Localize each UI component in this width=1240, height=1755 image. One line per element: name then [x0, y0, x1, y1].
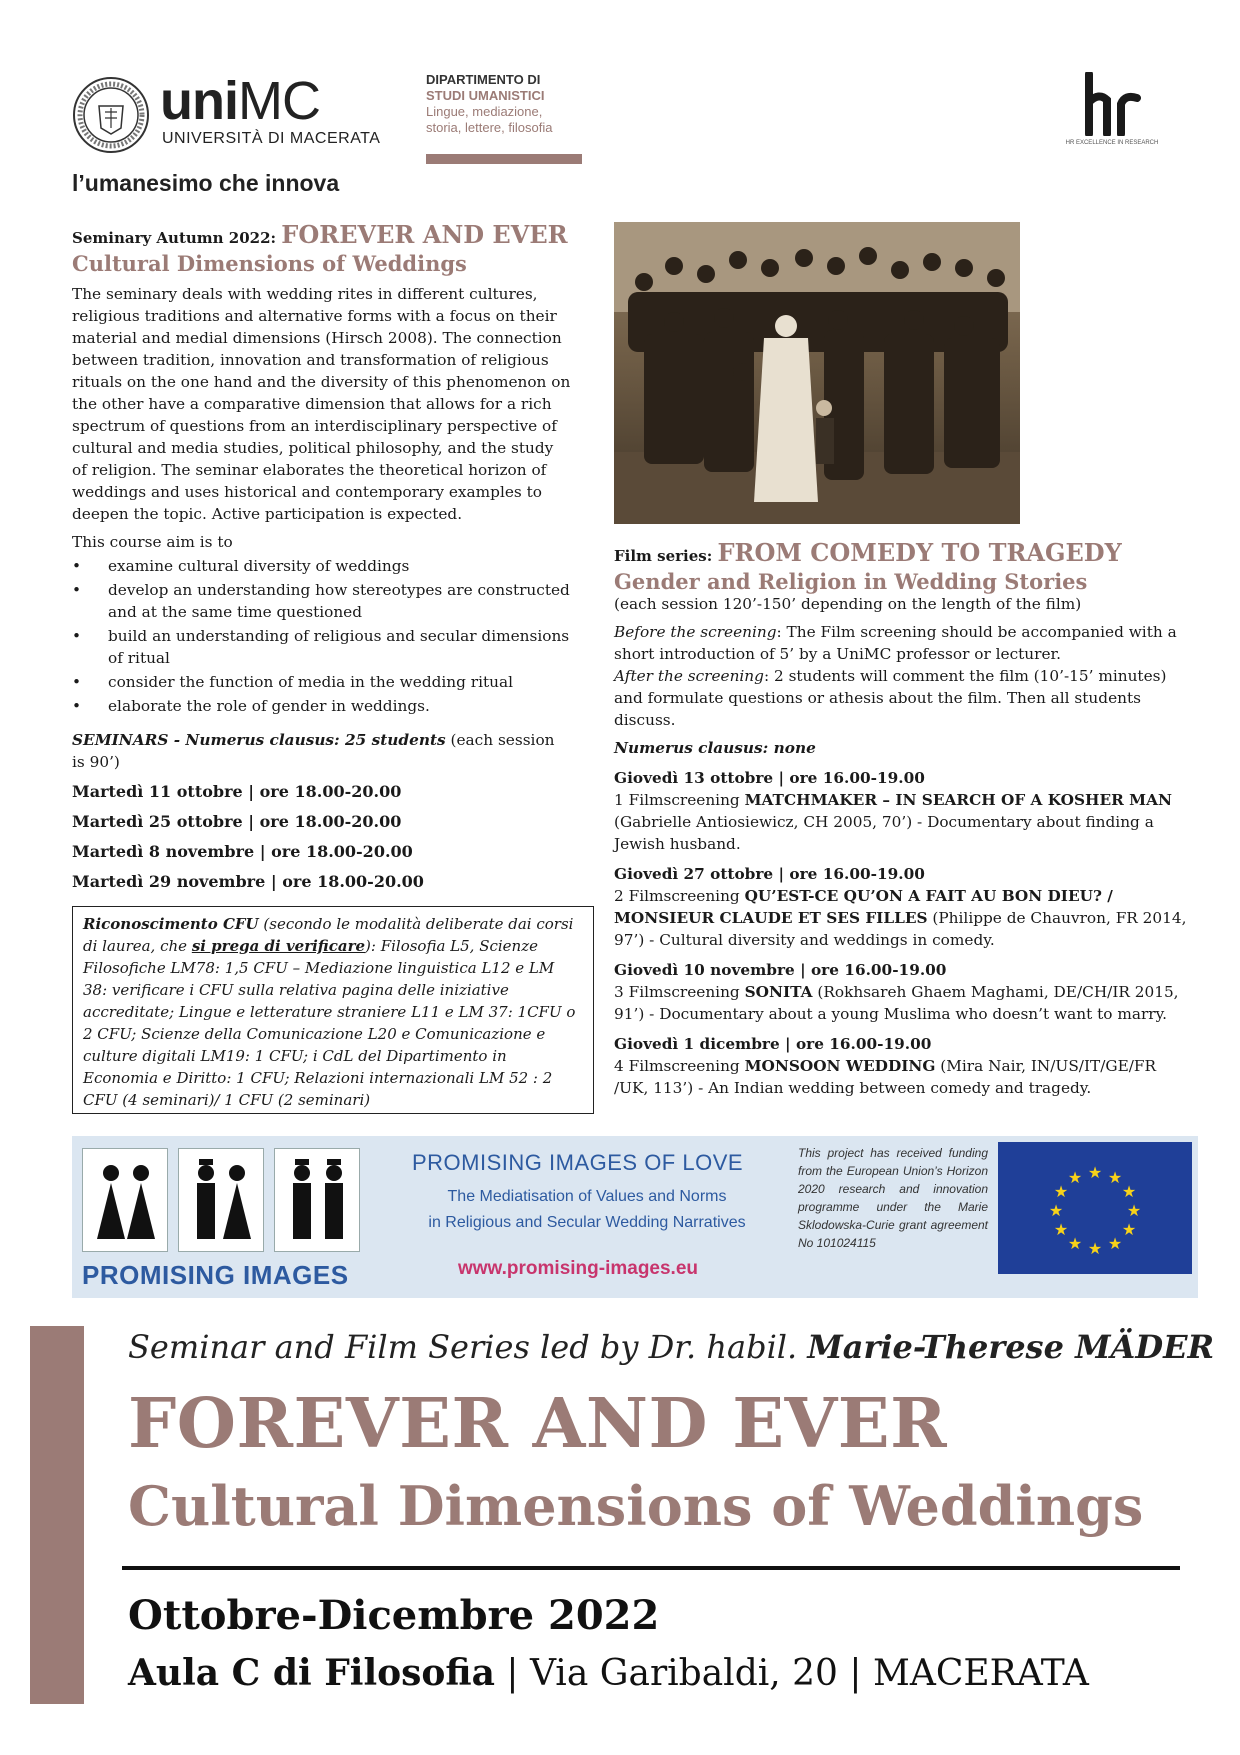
session-date: Giovedì 13 ottobre | ore 16.00-19.00 [614, 769, 925, 787]
film-label: Film series: [614, 547, 718, 565]
seminars-label: SEMINARS - Numerus clausus: 25 students (each session is 90’) [72, 731, 555, 771]
film-numerus: Numerus clausus: none [614, 739, 816, 757]
film-heading [614, 538, 1194, 567]
banner-title: PROMISING IMAGES OF LOVE [412, 1150, 744, 1175]
svg-text:★: ★ [1067, 1168, 1083, 1187]
dept-line-2: STUDI UMANISTICI [426, 88, 545, 103]
brides-couple-icon [82, 1148, 168, 1252]
svg-text:★: ★ [1121, 1220, 1137, 1239]
hr-icon [1083, 72, 1141, 136]
dept-line-4: storia, lettere, filosofia [426, 120, 553, 135]
seminar-date: Martedì 25 ottobre | ore 18.00-20.00 [72, 812, 402, 831]
svg-text:★: ★ [1087, 1163, 1103, 1182]
session-info: 3 Filmscreening SONITA (Rokhsareh Ghaem Maghami, DE/CH/IR 2015, 91’) - Documentary about a young Muslima who doesn’t want to marry. [614, 983, 1179, 1023]
seminar-section [72, 220, 572, 893]
cfu-title: Riconoscimento CFU [83, 915, 259, 933]
session-info: 4 Filmscreening MONSOON WEDDING (Mira Nair, IN/US/IT/GE/FR /UK, 113’) - An Indian wedding between comedy and tragedy. [614, 1057, 1157, 1097]
speaker-name: Marie-Therese MÄDER [807, 1328, 1215, 1366]
svg-text:★: ★ [1053, 1220, 1069, 1239]
banner-url[interactable]: www.promising-images.eu [458, 1258, 699, 1279]
cfu-box: Riconoscimento CFU (secondo le modalità deliberate dai corsi di laurea, che si prega di verificare): Filosofia L5, Scienze Filosofiche LM78: 1,5 CFU – Mediazione linguistica L12 e LM 38: verificare i CFU sulla relativa pagina delle iniziative accreditate; Lingue e letterature straniere L11 e LM 37: 1CFU o 2 CFU; Scienze della Comunicazione L20 e Comunicazione e culture digitali LM19: 1 CFU; i CdL del Dipartimento in Economia e Diritto: 1 CFU; Relazioni internazionali LM 52 : 2 CFU (4 seminari)/ 1 CFU (2 seminari) [72, 906, 594, 1114]
cfu-emphasis: si prega di verificare [191, 937, 366, 955]
svg-text:★: ★ [1053, 1182, 1069, 1201]
film-session [614, 767, 1194, 855]
wedding-photo [614, 222, 1020, 524]
svg-text:★: ★ [1121, 1182, 1137, 1201]
film-session [614, 959, 1194, 1025]
university-tagline: l’umanesimo che innova [72, 170, 340, 196]
hr-excellence-logo [1064, 72, 1160, 162]
svg-text:★: ★ [1126, 1201, 1142, 1220]
film-title: FROM COMEDY TO TRAGEDY [717, 538, 1122, 567]
svg-text:★: ★ [1107, 1168, 1123, 1187]
film-subtitle: Gender and Religion in Wedding Stories [614, 569, 1088, 594]
list-item: • elaborate the role of gender in weddings. [72, 695, 572, 717]
accent-bar [30, 1326, 84, 1704]
seminar-label: Seminary Autumn 2022: [72, 229, 282, 247]
seminar-title: FOREVER AND EVER [281, 220, 568, 249]
film-session [614, 1033, 1194, 1099]
session-date: Giovedì 1 dicembre | ore 16.00-19.00 [614, 1035, 932, 1053]
session-date: Giovedì 27 ottobre | ore 16.00-19.00 [614, 865, 925, 883]
department-bar [426, 154, 582, 164]
list-item: • build an understanding of religious and secular dimensions of ritual [72, 625, 572, 669]
eu-funding-text: This project has received funding from the European Union’s Horizon 2020 research and innovation programme under the Marie Sklodowska-Curie grant agreement No 101024115 [798, 1146, 988, 1250]
mixed-couple-icon [178, 1148, 264, 1252]
event-period: Ottobre-Dicembre 2022 [128, 1592, 660, 1639]
dept-line-3: Lingue, mediazione, [426, 104, 543, 119]
unimc-logo: uniMC [160, 71, 320, 131]
grooms-couple-icon [274, 1148, 360, 1252]
dept-line-1: DIPARTIMENTO DI [426, 72, 541, 87]
seminar-heading [72, 220, 572, 249]
before-screening: Before the screening: The Film screening should be accompanied with a short introduction of 5’ by a UniMC professor or lecturer. [614, 623, 1177, 663]
svg-text:★: ★ [1087, 1239, 1103, 1258]
seminar-date: Martedì 11 ottobre | ore 18.00-20.00 [72, 782, 402, 801]
list-item: • consider the function of media in the wedding ritual [72, 671, 572, 693]
svg-text:★: ★ [1048, 1201, 1064, 1220]
university-name: UNIVERSITÀ DI MACERATA [162, 130, 381, 147]
promising-images-label: PROMISING IMAGES [82, 1260, 349, 1290]
film-series-section [614, 538, 1194, 1099]
session-info: 2 Filmscreening QU’EST-CE QU’ON A FAIT AU BON DIEU? / MONSIEUR CLAUDE ET SES FILLES (Philippe de Chauvron, FR 2014, 97’) - Cultural diversity and weddings in comedy. [614, 887, 1187, 949]
led-by-line: Seminar and Film Series led by Dr. habil. Marie-Therese MÄDER [128, 1328, 1215, 1366]
department-logo [426, 72, 552, 136]
seminar-date: Martedì 8 novembre | ore 18.00-20.00 [72, 842, 413, 861]
banner-subtitle: The Mediatisation of Values and Norms in Religious and Secular Wedding Narratives [428, 1188, 746, 1231]
main-subtitle: Cultural Dimensions of Weddings [128, 1474, 1144, 1538]
aims-intro: This course aim is to [72, 533, 233, 551]
seminar-subtitle: Cultural Dimensions of Weddings [72, 251, 467, 276]
main-title: FOREVER AND EVER [128, 1384, 948, 1464]
seminar-date: Martedì 29 novembre | ore 18.00-20.00 [72, 872, 424, 891]
aims-list [72, 555, 572, 717]
divider [122, 1566, 1180, 1570]
seminar-description: The seminary deals with wedding rites in different cultures, religious traditions and alternative forms with a focus on their material and medial dimensions (Hirsch 2008). The connection between tradition, innovation and transformation of religious rituals on the one hand and the diversity of this phenomenon on the other have a comparative dimension that allows for a rich spectrum of questions from an interdisciplinary perspective of cultural and media studies, political philosophy, and the study of religion. The seminar elaborates the theoretical horizon of weddings and uses historical and contemporary examples to deepen the topic. Active participation is expected. [72, 285, 571, 523]
university-seal-icon [72, 76, 150, 154]
promising-images-banner [72, 1136, 1198, 1298]
svg-text:★: ★ [1067, 1234, 1083, 1253]
film-session [614, 863, 1194, 951]
after-screening: After the screening: 2 students will comment the film (10’-15’ minutes) and formulate questions or athesis about the film. Then all students discuss. [614, 667, 1167, 729]
session-date: Giovedì 10 novembre | ore 16.00-19.00 [614, 961, 947, 979]
event-venue: Aula C di Filosofia | Via Garibaldi, 20 | MACERATA [128, 1652, 1089, 1694]
list-item: • develop an understanding how stereotypes are constructed and at the same time questioned [72, 579, 572, 623]
list-item: • examine cultural diversity of weddings [72, 555, 572, 577]
svg-text:★: ★ [1107, 1234, 1123, 1253]
film-duration: (each session 120’-150’ depending on the length of the film) [614, 595, 1082, 613]
hr-label: HR EXCELLENCE IN RESEARCH [1065, 140, 1159, 146]
session-info: 1 Filmscreening MATCHMAKER – IN SEARCH OF A KOSHER MAN (Gabrielle Antiosiewicz, CH 2005, 70’) - Documentary about finding a Jewish husband. [614, 791, 1172, 853]
eu-flag-icon [998, 1142, 1192, 1274]
